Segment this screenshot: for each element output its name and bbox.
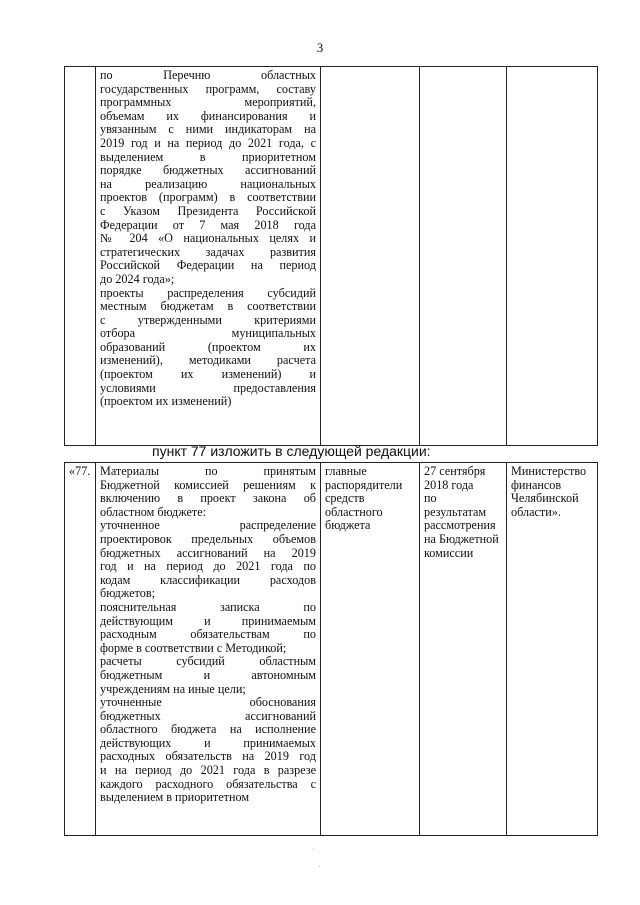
text-line: с Указом Президента Российской bbox=[100, 203, 316, 218]
text-line: рассмотрения bbox=[424, 518, 496, 533]
text-line: стратегических задачах развития bbox=[100, 244, 316, 259]
text-line: по Перечню областных bbox=[100, 68, 316, 82]
text-line: учреждениям на иные цели; bbox=[100, 681, 246, 696]
scan-mark: · bbox=[312, 845, 316, 856]
text-line: Бюджетной комиссией решениям к bbox=[100, 477, 316, 492]
text-line: Министерство bbox=[511, 464, 587, 478]
text-line: проектировок предельных объемов bbox=[100, 531, 316, 546]
text-line: форме в соответствии с Методикой; bbox=[100, 640, 287, 655]
text-line: результатам bbox=[424, 504, 487, 519]
text-line: Челябинской bbox=[511, 491, 579, 506]
top-table-row bbox=[64, 66, 598, 446]
text-line: бюджета bbox=[325, 518, 371, 533]
text-line: образований (проектом их bbox=[100, 339, 316, 354]
text-line: выделением в приоритетном bbox=[100, 149, 316, 164]
row-77-deadline bbox=[420, 463, 507, 836]
text-line: год и на период до 2021 года по bbox=[100, 559, 316, 574]
text-line: № 204 «О национальных целях и bbox=[100, 231, 316, 246]
text-line: проектов (программ) в соответствии bbox=[100, 190, 316, 205]
text-line: на Бюджетной bbox=[424, 531, 499, 546]
text-line: пояснительная записка по bbox=[100, 599, 316, 614]
text-line: на реализацию национальных bbox=[100, 176, 316, 191]
text-line: включению в проект закона об bbox=[100, 491, 316, 506]
text-line: областного бюджета на исполнение bbox=[100, 722, 316, 737]
text-line: выделением в приоритетном bbox=[100, 790, 250, 805]
top-responsible-cell bbox=[321, 67, 420, 446]
top-deadline-cell bbox=[420, 67, 507, 446]
text-line: и на период до 2021 года в разрезе bbox=[100, 763, 316, 778]
text-line: бюджетов; bbox=[100, 586, 155, 601]
text-line: средств bbox=[325, 491, 365, 506]
text-line: Российской Федерации на период bbox=[100, 258, 316, 273]
scan-mark: · bbox=[318, 862, 322, 873]
row-77-responsible bbox=[321, 463, 420, 836]
text-line: уточненные обоснования bbox=[100, 695, 316, 710]
text-line: Федерации от 7 мая 2018 года bbox=[100, 217, 316, 232]
page-number: 3 bbox=[316, 40, 324, 55]
text-line: Материалы по принятым bbox=[100, 464, 316, 478]
amendment-instruction: пункт 77 изложить в следующей редакции: bbox=[152, 443, 431, 459]
text-line: каждого расходного обязательства с bbox=[100, 776, 316, 791]
top-description-cell bbox=[96, 67, 321, 446]
row-77-number: «77. bbox=[65, 463, 96, 836]
text-line: местным бюджетам в соответствии bbox=[100, 299, 316, 314]
row-77-recipient bbox=[507, 463, 598, 836]
text-line: до 2024 года»; bbox=[100, 271, 175, 286]
text-line: расходным обязательствам по bbox=[100, 627, 316, 642]
text-line: бюджетных ассигнований bbox=[100, 708, 316, 723]
text-line: финансов bbox=[511, 477, 562, 492]
text-line: порядке бюджетных ассигнований bbox=[100, 163, 316, 178]
text-line: 27 сентября bbox=[424, 464, 486, 478]
text-line: кодам классификации расходов bbox=[100, 572, 316, 587]
text-line: уточненное распределение bbox=[100, 518, 316, 533]
text-line: действующих и принимаемых bbox=[100, 735, 316, 750]
text-line: изменений), методиками расчета bbox=[100, 353, 316, 368]
text-line: отбора муниципальных bbox=[100, 326, 316, 341]
text-line: действующим и принимаемым bbox=[100, 613, 316, 628]
text-line: (проектом их изменений) bbox=[100, 394, 232, 409]
text-line: расходных обязательств на 2019 год bbox=[100, 749, 316, 764]
text-line: распорядители bbox=[325, 477, 403, 492]
text-line: бюджетным и автономным bbox=[100, 667, 316, 682]
text-line: проекты распределения субсидий bbox=[100, 285, 316, 300]
text-line: главные bbox=[325, 464, 367, 478]
text-line: условиями предоставления bbox=[100, 380, 316, 395]
top-recipient-cell bbox=[507, 67, 598, 446]
text-line: с утвержденными критериями bbox=[100, 312, 316, 327]
top-number-cell bbox=[65, 67, 96, 446]
text-line: 2019 год и на период до 2021 года, с bbox=[100, 135, 316, 150]
text-line: по bbox=[424, 491, 437, 506]
row-77 bbox=[64, 462, 598, 836]
text-line: областного bbox=[325, 504, 383, 519]
text-line: 2018 года bbox=[424, 477, 474, 492]
text-line: объемам их финансирования и bbox=[100, 108, 316, 123]
text-line: областном бюджете: bbox=[100, 504, 207, 519]
text-line: увязанным с ними индикаторам на bbox=[100, 122, 316, 137]
row-77-description bbox=[96, 463, 321, 836]
text-line: (проектом их изменений) и bbox=[100, 367, 316, 382]
text-line: государственных программ, составу bbox=[100, 81, 316, 96]
text-line: программных мероприятий, bbox=[100, 95, 316, 110]
text-line: области». bbox=[511, 504, 561, 519]
text-line: комиссии bbox=[424, 545, 474, 560]
text-line: бюджетных ассигнований на 2019 bbox=[100, 545, 316, 560]
text-line: расчеты субсидий областным bbox=[100, 654, 316, 669]
